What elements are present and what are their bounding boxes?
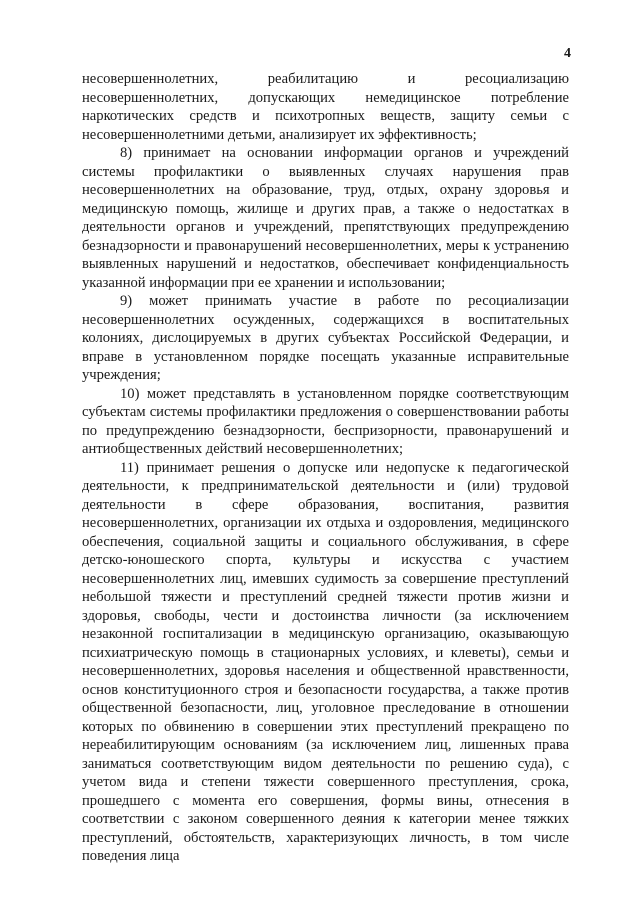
paragraph-item-9: 9) может принимать участие в работе по ресоциализации несовершеннолетних осужденных, содержащихся в воспитательных колониях, дислоцируемых в других субъектах Российской Федерации, и вправе в установленном порядке посещать указанные исправительные учреждения;: [82, 293, 569, 383]
paragraph-continuation: несовершеннолетних, реабилитацию и ресоциализацию несовершеннолетних, допускающих немедицинское потребление наркотических средств и психотропных веществ, защиту семьи с несовершеннолетними детьми, анализирует их эффективность;: [82, 71, 569, 143]
paragraph-item-11: 11) принимает решения о допуске или недопуске к педагогической деятельности, к предпринимательской деятельности и (или) трудовой деятельности в сфере образования, воспитания, развития несовершеннолетних, организации их отдыха и оздоровления, медицинского обеспечения, социальной защиты и социального обслуживания, в сфере детско-юношеского спорта, культуры и искусства с участием несовершеннолетних лиц, имевших судимость за совершение преступлений небольшой тяжести и преступлений средней тяжести против жизни и здоровья, свободы, чести и достоинства личности (за исключением незаконной госпитализации в медицинскую организацию, оказывающую психиатрическую помощь в стационарных условиях, и клеветы), семьи и несовершеннолетних, здоровья населения и общественной нравственности, основ конституционного строя и безопасности государства, а также против общественной безопасности, лиц, уголовное преследование в отношении которых по обвинению в совершении этих преступлений прекращено по нереабилитирующим основаниям (за исключением лиц, лишенных права заниматься соответствующим видом деятельности по решению суда), с учетом вида и степени тяжести совершенного преступления, срока, прошедшего с момента его совершения, формы вины, отнесения в соответствии с законом совершенного деяния к категории менее тяжких преступлений, обстоятельств, характеризующих личность, в том числе поведения лица: [82, 459, 569, 864]
paragraph-item-10: 10) может представлять в установленном порядке соответствующим субъектам системы профилактики предложения о совершенствовании работы по предупреждению безнадзорности, беспризорности, правонарушений и антиобщественных действий несовершеннолетних;: [82, 385, 569, 457]
paragraph-item-8: 8) принимает на основании информации органов и учреждений системы профилактики о выявленных случаях нарушения прав несовершеннолетних на образование, труд, отдых, охрану здоровья и медицинскую помощь, жилище и других прав, а также о недостатках в деятельности органов и учреждений, препятствующих предупреждению безнадзорности и правонарушений несовершеннолетних, меры к устранению выявленных нарушений и недостатков, обеспечивает конфиденциальность указанной информации при ее хранении и использовании;: [82, 145, 569, 291]
page-number: 4: [564, 46, 571, 61]
document-body: [82, 70, 569, 866]
